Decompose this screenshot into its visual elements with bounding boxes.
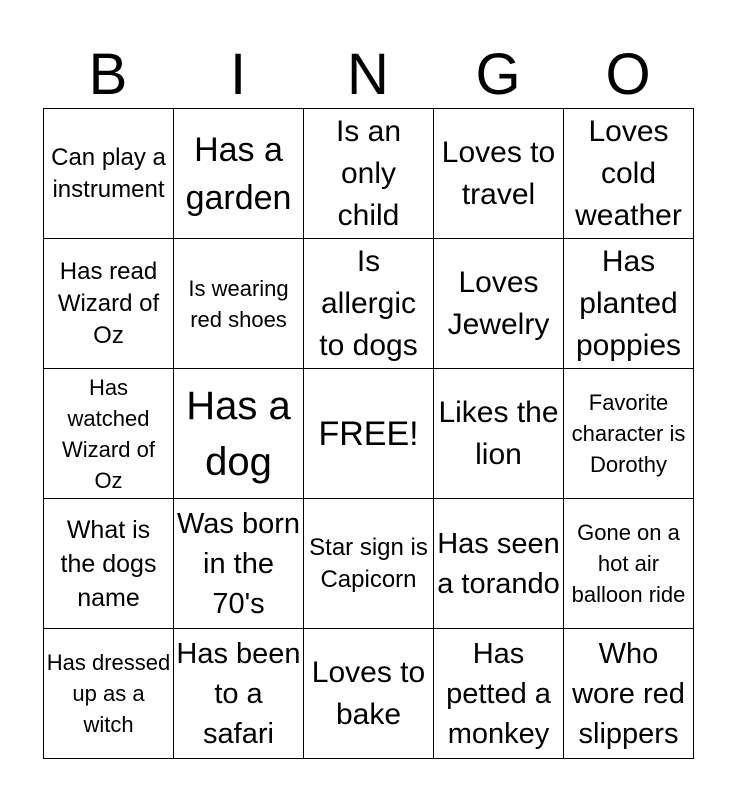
bingo-cell[interactable] bbox=[44, 629, 174, 759]
bingo-cell[interactable] bbox=[44, 499, 174, 629]
cell-text: What is the dogs name bbox=[60, 515, 157, 612]
cell-text: Has read Wizard of Oz bbox=[57, 257, 160, 349]
cell-text: Loves cold weather bbox=[575, 114, 682, 232]
cell-text: Favorite character is Dorothy bbox=[571, 390, 686, 477]
bingo-cell[interactable] bbox=[434, 629, 564, 759]
bingo-cell[interactable] bbox=[304, 499, 434, 629]
header-letter-o: O bbox=[605, 42, 651, 107]
header-letter-i: I bbox=[229, 42, 247, 107]
cell-text: Has watched Wizard of Oz bbox=[62, 374, 155, 493]
bingo-cell[interactable] bbox=[304, 239, 434, 369]
free-cell[interactable] bbox=[304, 369, 434, 499]
bingo-header bbox=[43, 42, 693, 108]
bingo-cell[interactable] bbox=[174, 109, 304, 239]
bingo-cell[interactable] bbox=[174, 629, 304, 759]
bingo-cell[interactable] bbox=[434, 369, 564, 499]
header-letter-b: B bbox=[88, 42, 128, 107]
cell-text: Is allergic to dogs bbox=[319, 244, 418, 362]
bingo-cell[interactable] bbox=[304, 109, 434, 239]
header-letter-n: N bbox=[347, 42, 389, 107]
bingo-cell[interactable] bbox=[44, 239, 174, 369]
cell-text: Who wore red slippers bbox=[572, 637, 685, 750]
bingo-cell[interactable] bbox=[434, 109, 564, 239]
cell-text: Loves to bake bbox=[311, 655, 426, 731]
bingo-cell[interactable] bbox=[44, 109, 174, 239]
cell-text: Has been to a safari bbox=[176, 637, 301, 750]
cell-text: Loves Jewelry bbox=[447, 265, 550, 341]
bingo-cell[interactable] bbox=[564, 629, 694, 759]
cell-text: Loves to travel bbox=[441, 135, 556, 211]
cell-text: Has dressed up as a witch bbox=[46, 650, 171, 737]
cell-text: Has a garden bbox=[185, 130, 292, 217]
cell-text: Gone on a hot air balloon ride bbox=[571, 520, 686, 607]
bingo-cell[interactable] bbox=[564, 109, 694, 239]
free-cell-text: FREE! bbox=[318, 414, 419, 453]
bingo-cell[interactable] bbox=[564, 239, 694, 369]
bingo-cell[interactable] bbox=[174, 499, 304, 629]
cell-text: Likes the lion bbox=[438, 395, 559, 471]
cell-text: Is an only child bbox=[335, 114, 402, 232]
bingo-cell[interactable] bbox=[564, 499, 694, 629]
bingo-cell[interactable] bbox=[174, 369, 304, 499]
cell-text: Can play a instrument bbox=[51, 143, 166, 203]
cell-text: Has seen a torando bbox=[437, 527, 560, 600]
cell-text: Was born in the 70's bbox=[176, 507, 301, 620]
cell-text: Has petted a monkey bbox=[446, 637, 551, 750]
bingo-cell[interactable] bbox=[44, 369, 174, 499]
header-letter-g: G bbox=[475, 42, 521, 107]
cell-text: Has a dog bbox=[186, 383, 291, 484]
bingo-cell[interactable] bbox=[434, 239, 564, 369]
bingo-cell[interactable] bbox=[174, 239, 304, 369]
bingo-grid bbox=[43, 108, 694, 759]
bingo-cell[interactable] bbox=[564, 369, 694, 499]
bingo-cell[interactable] bbox=[434, 499, 564, 629]
cell-text: Is wearing red shoes bbox=[188, 275, 289, 332]
cell-text: Has planted poppies bbox=[575, 244, 682, 362]
bingo-cell[interactable] bbox=[304, 629, 434, 759]
cell-text: Star sign is Capicorn bbox=[309, 533, 428, 593]
